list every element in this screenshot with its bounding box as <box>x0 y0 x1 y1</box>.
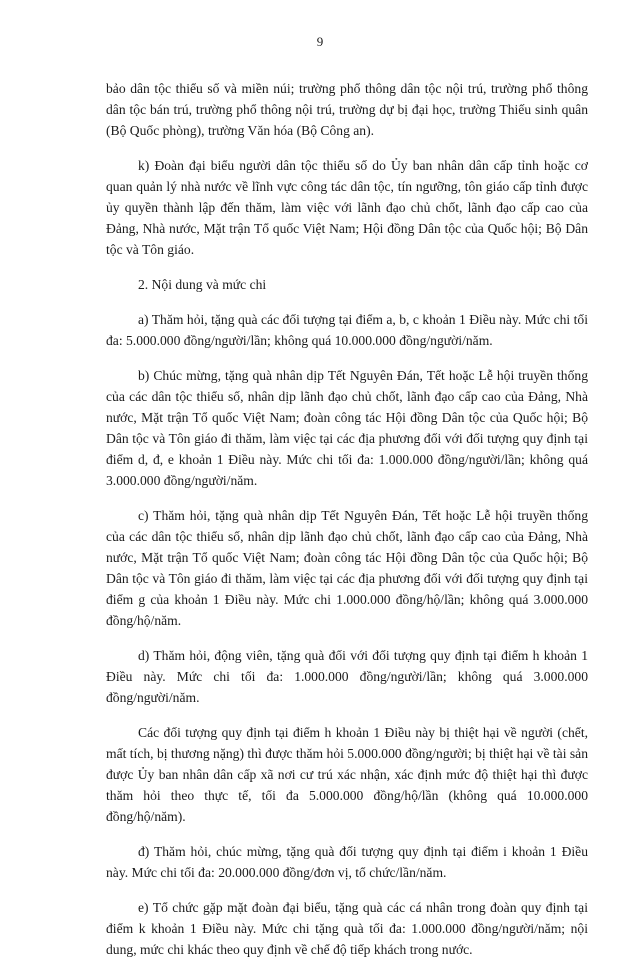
paragraph-item-b: b) Chúc mừng, tặng quà nhân dịp Tết Nguyên Đán, Tết hoặc Lễ hội truyền thống của các dân tộc thiểu số, nhân dịp lãnh đạo chủ chốt, lãnh đạo cấp cao của Đảng, Nhà nước, Mặt trận Tổ quốc Việt Nam; đoàn công tác Hội đồng Dân tộc của Quốc hội; Bộ Dân tộc và Tôn giáo đi thăm, làm việc tại các địa phương đối với đối tượng quy định tại điểm d, đ, e khoản 1 Điều này. Mức chi tối đa: 1.000.000 đồng/người/lần; không quá 3.000.000 đồng/người/năm. <box>106 368 588 488</box>
paragraph-item-d: d) Thăm hỏi, động viên, tặng quà đối với đối tượng quy định tại điểm h khoản 1 Điều này. Mức chi tối đa: 1.000.000 đồng/người/lần; không quá 3.000.000 đồng/người/năm. <box>106 648 588 705</box>
paragraph-item-dd: đ) Thăm hỏi, chúc mừng, tặng quà đối tượng quy định tại điểm i khoản 1 Điều này. Mức chi tối đa: 20.000.000 đồng/đơn vị, tổ chức/lần/năm. <box>106 844 588 880</box>
paragraph-damage-support: Các đối tượng quy định tại điểm h khoản 1 Điều này bị thiệt hại về người (chết, mất tích, bị thương nặng) thì được thăm hỏi 5.000.000 đồng/người; bị thiệt hại về tài sản được Ủy ban nhân dân cấp xã nơi cư trú xác nhận, xác định mức độ thiệt hại thì được thăm hỏi theo thực tế, tối đa 5.000.000 đồng/hộ/lần (không quá 10.000.000 đồng/hộ/năm). <box>106 725 589 824</box>
paragraph-item-k: k) Đoàn đại biểu người dân tộc thiểu số do Ủy ban nhân dân cấp tỉnh hoặc cơ quan quản lý nhà nước về lĩnh vực công tác dân tộc, tín ngưỡng, tôn giáo cấp tỉnh được ủy quyền thành lập đến thăm, làm việc với lãnh đạo chủ chốt, lãnh đạo cấp cao của Đảng, Nhà nước, Mặt trận Tổ quốc Việt Nam; Hội đồng Dân tộc của Quốc hội; Bộ Dân tộc và Tôn giáo. <box>106 158 588 257</box>
paragraph-item-a: a) Thăm hỏi, tặng quà các đối tượng tại điểm a, b, c khoản 1 Điều này. Mức chi tối đa: 5.000.000 đồng/người/lần; không quá 10.000.000 đồng/người/năm. <box>106 312 588 348</box>
page-number: 9 <box>316 34 324 49</box>
document-body <box>106 78 588 974</box>
paragraph-item-e: e) Tổ chức gặp mặt đoàn đại biểu, tặng quà các cá nhân trong đoàn quy định tại điểm k khoản 1 Điều này. Mức chi tặng quà tối đa: 1.000.000 đồng/người/năm; nội dung, mức chi khác theo quy định về chế độ tiếp khách trong nước. <box>106 900 588 957</box>
section-heading: 2. Nội dung và mức chi <box>138 277 267 292</box>
paragraph-item-c: c) Thăm hỏi, tặng quà nhân dịp Tết Nguyên Đán, Tết hoặc Lễ hội truyền thống của các dân tộc thiểu số, nhân dịp lãnh đạo chủ chốt, lãnh đạo cấp cao của Đảng, Nhà nước, Mặt trận Tổ quốc Việt Nam; đoàn công tác Hội đồng Dân tộc của Quốc hội; Bộ Dân tộc và Tôn giáo đi thăm, làm việc tại các địa phương đối với đối tượng quy định tại điểm g của khoản 1 Điều này. Mức chi 1.000.000 đồng/hộ/lần; không quá 3.000.000 đồng/hộ/năm. <box>106 508 588 628</box>
paragraph-continuation: bảo dân tộc thiểu số và miền núi; trường phổ thông dân tộc nội trú, trường phổ thông dân tộc bán trú, trường phổ thông nội trú, trường dự bị đại học, trường Thiếu sinh quân (Bộ Quốc phòng), trường Văn hóa (Bộ Công an). <box>106 81 588 138</box>
